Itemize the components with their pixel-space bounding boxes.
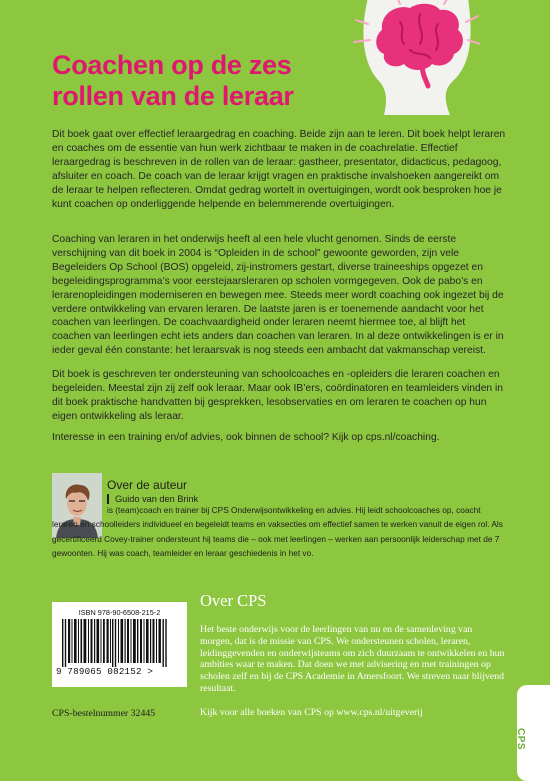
order-number: CPS-bestelnummer 32445 <box>52 708 156 719</box>
intro-paragraph: Dit boek gaat over effectief leraargedrag en coaching. Beide zijn aan te leren. Dit boek helpt leraren en coaches om de essentie van hun werk zichtbaar te maken in de coachrelatie. Effectief leraargedrag is beschreven in de rollen van de leraar: gastheer, presentator, didacticus, pedagoog, afsluiter en coach. De coach van de leraar krijgt vragen en praktische invalshoeken aangereikt om de leraar te helpen reflecteren. Omdat gedrag wortelt in overtuigingen, wordt ook besproken hoe je kunt coachen op onderliggende helpende en belemmerende overtuigingen. <box>52 129 506 210</box>
author-heading: Over de auteur <box>107 478 188 492</box>
isbn-digits: 9 789065 082152 > <box>56 666 154 677</box>
cps-heading: Over CPS <box>200 591 267 610</box>
audience-paragraph: Dit boek is geschreven ter ondersteuning van schoolcoaches en -opleiders die leraren coachen en begeleiden. Meestal zijn zij zelf ook leraar. Maar ook IB’ers, coördinatoren en teamleiders vinden in dit boek praktische handvatten bij gesprekken, lesobservaties en om leraren te coachen op hun eigen ontwikkeling als leraar. <box>52 369 504 422</box>
book-title-line-1: Coachen op de zes <box>52 50 292 80</box>
author-bio: is (team)coach en trainer bij CPS Onderwijsontwikkeling en advies. Hij leidt schoolcoaches op, coacht leraren en schoolleiders individueel en begeleidt teams en vaksecties om effectief samen te werken vanuit de eigen rol. Als gecertificeerd Covey-trainer ondersteunt hij teams die – ook met leerlingen – werken aan persoonlijk leiderschap met de 7 gewoonten. Hij was coach, teamleider en leraar geschiedenis in het vo. <box>52 505 503 559</box>
author-name: Guido van den Brink <box>107 494 198 504</box>
barcode-icon <box>62 619 177 667</box>
cps-tab-label: CPS <box>515 728 526 751</box>
context-paragraph: Coaching van leraren in het onderwijs heeft al een hele vlucht genomen. Sinds de eerste verschijning van dit boek in 2004 is “Opleiden in de school” gewoonte geworden, zijn vele Begeleiders Op School (BOS) opgeleid, zij-instromers gestart, diverse traineeships opgezet en begeleidingsprogramma’s voor eerstejaarsleraren op scholen vormgegeven. Ook de pabo’s en lerarenopleidingen moderniseren en bewegen mee. Steeds meer wordt coaching ook ingezet bij de verdere ontwikkeling van ervaren leraren. De laatste jaren is er toenemende aandacht voor het coachen van leerlingen. De coachvaardigheid onder leraren neemt hiermee toe, al blijft het coachen van leerlingen echt iets anders dan coachen van leraren. In al deze ontwikkelingen is er in ieder geval één constante: het leraarsvak is nog steeds een ambacht dat vakmanschap vereist. <box>52 234 504 357</box>
cps-website-link[interactable]: Kijk voor alle boeken van CPS op www.cps.nl/uitgeverij <box>200 707 423 718</box>
barcode-box <box>52 602 187 687</box>
interest-paragraph: Interesse in een training en/of advies, ook binnen de school? Kijk op cps.nl/coaching. <box>52 432 440 443</box>
isbn-label: ISBN 978-90-6508-215-2 <box>78 608 161 617</box>
cps-description: Het beste onderwijs voor de leerlingen van nu en de samenleving van morgen, dat is de missie van CPS. We ondersteunen scholen, leraren, leidinggevenden en onderwijsteams om zich duurzaam te ontwikkelen en hun ambities waar te maken. Dat doen we met advisering en met trainingen op scholen zelf en bij de CPS Academie in Amersfoort. We streven naar blijvend resultaat. <box>200 624 505 694</box>
book-title <box>52 50 352 112</box>
brain-head-icon <box>340 0 480 115</box>
book-title-line-2: rollen van de leraar <box>52 81 294 111</box>
